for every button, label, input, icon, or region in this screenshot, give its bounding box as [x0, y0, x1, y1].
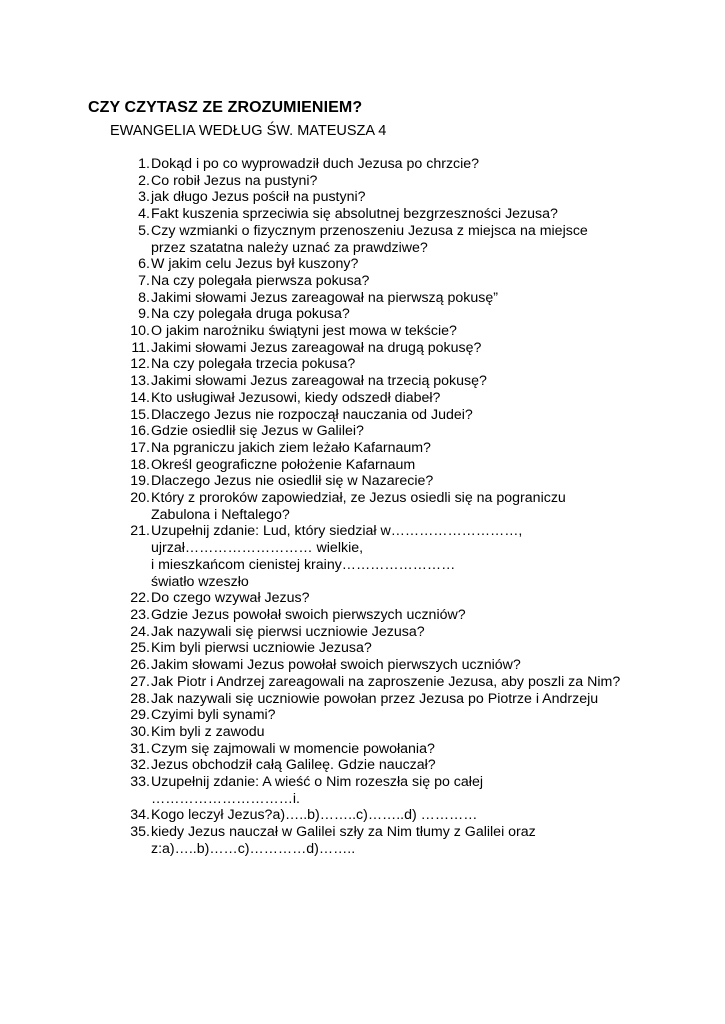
question-line: Na czy polegała druga pokusa?: [151, 306, 350, 323]
question-text: [151, 724, 673, 741]
question-number: 5.: [138, 222, 150, 239]
question-item: [113, 273, 673, 290]
question-line: Dokąd i po co wyprowadził duch Jezusa po chrzcie?: [151, 156, 480, 172]
question-line: Zabulona i Neftalego?: [151, 506, 290, 523]
question-item: [113, 173, 673, 190]
question-text: [151, 156, 673, 173]
question-text: [151, 674, 673, 691]
question-text: [151, 290, 673, 307]
question-item: [113, 390, 673, 407]
question-number: 9.: [138, 306, 150, 323]
question-number: 15.: [130, 406, 150, 423]
question-number: 28.: [130, 690, 150, 707]
question-item: [113, 807, 673, 824]
question-text: [151, 407, 673, 424]
question-item: [113, 290, 673, 307]
question-number: 32.: [130, 757, 150, 774]
question-item: [113, 206, 673, 223]
question-line: Jakimi słowami Jezus zareagował na pierwszą pokusę”: [151, 289, 498, 306]
question-item: [113, 657, 673, 674]
question-line: Jak nazywali się uczniowie powołan przez Jezusa po Piotrze i Andrzeju: [151, 690, 599, 707]
question-number: 10.: [130, 323, 150, 340]
question-text: [151, 323, 673, 340]
question-line: Do czego wzywał Jezus?: [151, 590, 310, 607]
question-line: Co robił Jezus na pustyni?: [151, 172, 318, 189]
question-text: [151, 356, 673, 373]
question-text: [151, 824, 673, 857]
question-line: światło wzeszło: [151, 573, 249, 590]
question-text: [151, 273, 673, 290]
question-line: Gdzie osiedlił się Jezus w Galilei?: [151, 423, 364, 440]
question-line: …………………………i.: [151, 790, 300, 807]
question-number: 1.: [138, 156, 150, 172]
question-line: przez szatatna należy uznać za prawdziwe?: [151, 239, 428, 256]
question-line: Na czy polegała trzecia pokusa?: [151, 356, 356, 373]
question-number: 7.: [138, 272, 150, 289]
question-text: [151, 774, 673, 807]
question-line: Jak nazywali się pierwsi uczniowie Jezusa?: [151, 623, 425, 640]
question-item: [113, 189, 673, 206]
question-line: Czyimi byli synami?: [151, 707, 276, 724]
question-text: [151, 490, 673, 523]
question-number: 26.: [130, 657, 150, 674]
question-line: kiedy Jezus nauczał w Galilei szły za Nim tłumy z Galilei oraz: [151, 824, 536, 841]
question-item: [113, 757, 673, 774]
question-text: [151, 373, 673, 390]
question-item: [113, 373, 673, 390]
question-list: [113, 156, 673, 858]
question-line: ujrzał……………………… wielkie,: [151, 540, 364, 557]
question-text: [151, 741, 673, 758]
question-line: Na pgraniczu jakich ziem leżało Kafarnaum?: [151, 439, 431, 456]
question-line: W jakim celu Jezus był kuszony?: [151, 256, 359, 273]
question-number: 34.: [130, 807, 150, 824]
question-line: O jakim narożniku świątyni jest mowa w tekście?: [151, 323, 457, 340]
question-line: Gdzie Jezus powołał swoich pierwszych uczniów?: [151, 606, 466, 623]
question-line: Jakimi słowami Jezus zareagował na trzecią pokusę?: [151, 373, 487, 390]
question-number: 29.: [130, 707, 150, 724]
question-item: [113, 640, 673, 657]
question-text: [151, 607, 673, 624]
question-number: 19.: [130, 473, 150, 490]
question-text: [151, 457, 673, 474]
question-number: 11.: [131, 339, 150, 356]
question-number: 18.: [130, 456, 150, 473]
question-line: Dlaczego Jezus nie osiedlił się w Nazarecie?: [151, 473, 434, 490]
question-text: [151, 340, 673, 357]
question-item: [113, 724, 673, 741]
question-text: [151, 423, 673, 440]
question-text: [151, 206, 673, 223]
question-text: [151, 256, 673, 273]
question-item: [113, 423, 673, 440]
question-item: [113, 356, 673, 373]
question-text: [151, 189, 673, 206]
question-line: z:a)…..b)……c)…………d)……..: [151, 840, 356, 857]
question-text: [151, 523, 673, 590]
question-line: Kim byli z zawodu: [151, 723, 265, 740]
question-item: [113, 340, 673, 357]
question-text: [151, 757, 673, 774]
question-number: 6.: [138, 256, 150, 273]
question-item: [113, 674, 673, 691]
question-number: 27.: [130, 673, 150, 690]
question-number: 17.: [130, 439, 150, 456]
question-number: 24.: [130, 623, 150, 640]
document-subtitle: EWANGELIA WEDŁUG ŚW. MATEUSZA 4: [110, 123, 387, 139]
question-line: Jak Piotr i Andrzej zareagowali na zaproszenie Jezusa, aby poszli za Nim?: [151, 673, 621, 690]
question-number: 14.: [130, 389, 150, 406]
question-number: 23.: [130, 606, 150, 623]
question-item: [113, 256, 673, 273]
question-item: [113, 624, 673, 641]
question-line: Dlaczego Jezus nie rozpoczął nauczania od Judei?: [151, 406, 473, 423]
question-number: 2.: [138, 172, 150, 189]
question-line: i mieszkańcom cienistej krainy……………………: [151, 556, 456, 573]
question-item: [113, 824, 673, 857]
question-item: [113, 323, 673, 340]
question-line: Na czy polegała pierwsza pokusa?: [151, 272, 370, 289]
question-line: Kto usługiwał Jezusowi, kiedy odszedł diabeł?: [151, 389, 441, 406]
question-text: [151, 173, 673, 190]
question-item: [113, 691, 673, 708]
question-number: 4.: [138, 206, 150, 223]
question-number: 25.: [130, 640, 150, 657]
question-item: [113, 306, 673, 323]
document-title: CZY CZYTASZ ZE ZROZUMIENIEM?: [88, 99, 363, 116]
question-number: 3.: [138, 189, 150, 206]
question-item: [113, 490, 673, 523]
question-line: Kim byli pierwsi uczniowie Jezusa?: [151, 640, 372, 657]
question-text: [151, 590, 673, 607]
question-item: [113, 607, 673, 624]
question-item: [113, 707, 673, 724]
question-item: [113, 590, 673, 607]
question-line: Jakim słowami Jezus powołał swoich pierwszych uczniów?: [151, 657, 521, 674]
question-line: Uzupełnij zdanie: Lud, który siedział w………………………,: [151, 523, 523, 540]
question-text: [151, 657, 673, 674]
question-text: [151, 390, 673, 407]
question-number: 12.: [130, 356, 150, 373]
question-text: [151, 440, 673, 457]
question-number: 8.: [138, 289, 150, 306]
question-text: [151, 640, 673, 657]
question-text: [151, 707, 673, 724]
question-text: [151, 306, 673, 323]
question-line: Czy wzmianki o fizycznym przenoszeniu Jezusa z miejsca na miejsce: [151, 222, 588, 239]
question-number: 16.: [130, 423, 150, 440]
question-number: 35.: [130, 824, 150, 841]
question-number: 30.: [130, 723, 150, 740]
question-number: 22.: [130, 590, 150, 607]
question-item: [113, 440, 673, 457]
question-item: [113, 223, 673, 256]
question-line: Jezus obchodził całą Galileę. Gdzie nauczał?: [151, 757, 436, 774]
question-item: [113, 407, 673, 424]
question-line: Kogo leczył Jezus?a)…..b)……..c)……..d) …………: [151, 807, 478, 824]
question-text: [151, 624, 673, 641]
question-line: Jakimi słowami Jezus zareagował na drugą pokusę?: [151, 339, 482, 356]
question-line: Określ geograficzne położenie Kafarnaum: [151, 456, 416, 473]
question-number: 33.: [130, 774, 150, 791]
question-line: Który z proroków zapowiedział, ze Jezus osiedli się na pograniczu: [151, 490, 566, 507]
question-number: 13.: [130, 373, 150, 390]
question-item: [113, 473, 673, 490]
question-line: Czym się zajmowali w momencie powołania?: [151, 740, 435, 757]
question-item: [113, 741, 673, 758]
question-line: jak długo Jezus pościł na pustyni?: [151, 189, 366, 206]
question-text: [151, 691, 673, 708]
question-text: [151, 473, 673, 490]
question-number: 31.: [130, 740, 150, 757]
question-text: [151, 223, 673, 256]
question-item: [113, 523, 673, 590]
question-line: Uzupełnij zdanie: A wieść o Nim rozeszła się po całej: [151, 774, 483, 791]
question-item: [113, 156, 673, 173]
question-line: Fakt kuszenia sprzeciwia się absolutnej bezgrzeszności Jezusa?: [151, 206, 558, 223]
question-number: 21.: [130, 523, 150, 540]
question-item: [113, 457, 673, 474]
question-item: [113, 774, 673, 807]
question-text: [151, 807, 673, 824]
question-number: 20.: [130, 490, 150, 507]
